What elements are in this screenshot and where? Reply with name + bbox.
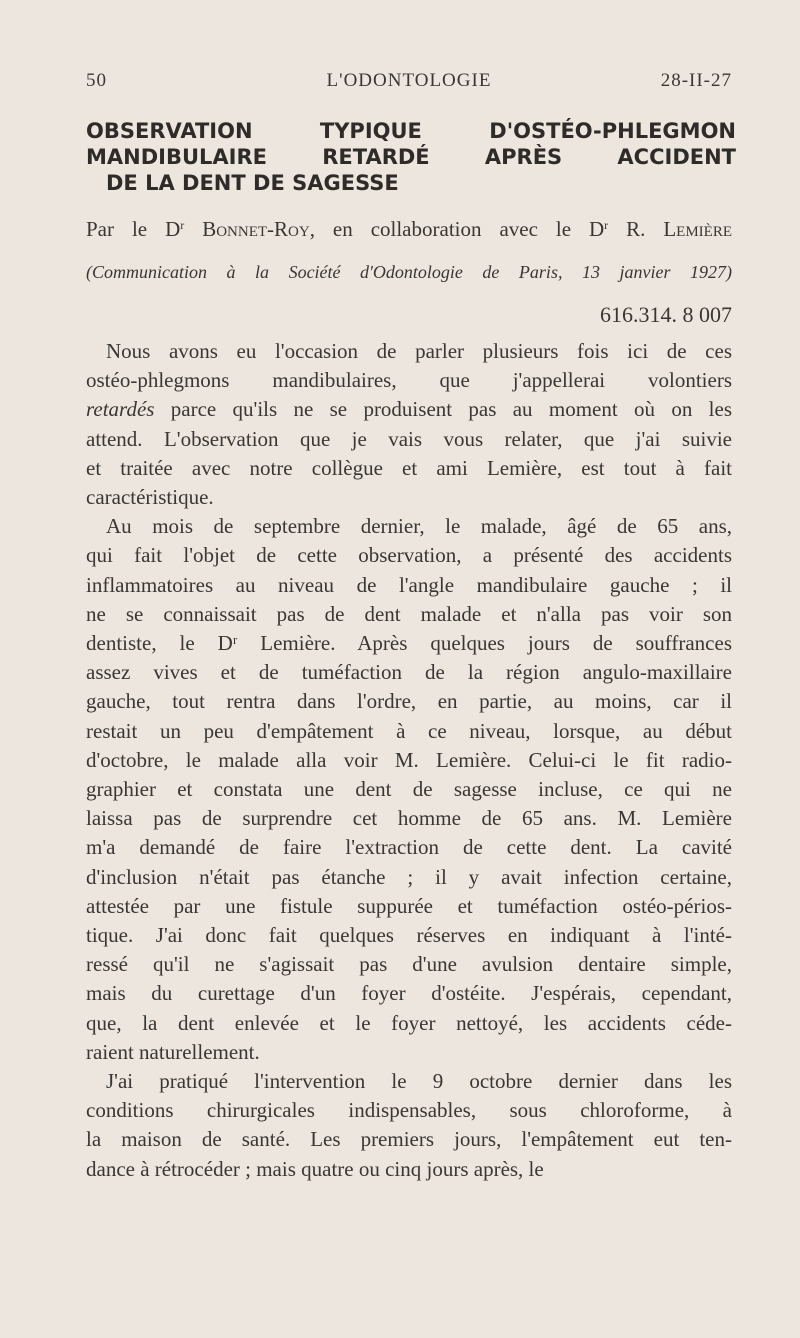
text-line: et traitée avec notre collègue et ami Lemière, est tout à fait: [86, 455, 732, 480]
text-line: ressé qu'il ne s'agissait pas d'une avulsion dentaire simple,: [86, 952, 732, 977]
byline-sup: r: [604, 218, 609, 232]
author-name: Lemière: [663, 217, 732, 241]
paragraph: [86, 337, 732, 512]
text-line: ostéo-phlegmons mandibulaires, que j'appellerai volontiers: [86, 368, 732, 393]
title-line: MANDIBULAIRE RETARDÉ APRÈS ACCIDENT: [86, 145, 736, 169]
text-line: laissa pas de surprendre cet homme de 65 ans. M. Lemière: [86, 806, 732, 831]
byline-middle: , en collaboration avec le D: [309, 217, 605, 241]
text-line: raient naturellement.: [86, 1039, 260, 1064]
communication-note: (Communication à la Société d'Odontologie de Paris, 13 janvier 1927): [86, 262, 732, 282]
article-body: [86, 337, 732, 1184]
text-line: tique. J'ai donc fait quelques réserves en indiquant à l'inté-: [86, 923, 732, 948]
byline-par: Par le D: [86, 217, 181, 241]
text-line: d'inclusion n'était pas étanche ; il y avait infection certaine,: [86, 864, 732, 889]
text-line: assez vives et de tuméfaction de la région angulo-maxillaire: [86, 660, 732, 685]
text-line: d'octobre, le malade alla voir M. Lemière. Celui-ci le fit radio-: [86, 747, 732, 772]
page-number: 50: [86, 70, 107, 91]
byline-sup: r: [180, 218, 185, 232]
text-line: ne se connaissait pas de dent malade et n'alla pas voir son: [86, 601, 732, 626]
text-line: Au mois de septembre dernier, le malade, âgé de 65 ans,: [106, 514, 732, 539]
text-line: m'a demandé de faire l'extraction de cette dent. La cavité: [86, 835, 732, 860]
byline: [86, 217, 732, 242]
author-initial: R.: [608, 217, 664, 241]
text-line: la maison de santé. Les premiers jours, l'empâtement eut ten-: [86, 1127, 732, 1152]
text-line: restait un peu d'empâtement à ce niveau, lorsque, au début: [86, 718, 732, 743]
text-line: gauche, tout rentra dans l'ordre, en partie, au moins, car il: [86, 689, 732, 714]
text-line: graphier et constata une dent de sagesse incluse, ce qui ne: [86, 777, 732, 802]
text-line: inflammatoires au niveau de l'angle mandibulaire gauche ; il: [86, 572, 732, 597]
paragraph: [86, 1067, 732, 1184]
issue-date: 28-II-27: [660, 70, 732, 91]
text-line: qui fait l'objet de cette observation, a présenté des accidents: [86, 543, 732, 568]
title-line: DE LA DENT DE SAGESSE: [106, 171, 399, 195]
article-title: [86, 118, 736, 196]
text-line: dentiste, le Dʳ Lemière. Après quelques jours de souffrances: [86, 631, 732, 656]
journal-name: L'ODONTOLOGIE: [326, 70, 492, 91]
text-line: Nous avons eu l'occasion de parler plusieurs fois ici de ces: [106, 339, 732, 363]
text-line: que, la dent enlevée et le foyer nettoyé, les accidents céde-: [86, 1010, 732, 1035]
title-line: OBSERVATION TYPIQUE D'OSTÉO-PHLEGMON: [86, 119, 736, 143]
paragraph: [86, 512, 732, 1067]
author-name: Bonnet-Roy: [202, 217, 310, 241]
text-line: J'ai pratiqué l'intervention le 9 octobre dernier dans les: [106, 1069, 732, 1094]
emphasis: retardés: [86, 397, 155, 422]
text-line: attestée par une fistule suppurée et tuméfaction ostéo-périos-: [86, 893, 732, 918]
running-head: [86, 70, 732, 100]
text-line: conditions chirurgicales indispensables, sous chloroforme, à: [86, 1098, 732, 1123]
text-line: mais du curettage d'un foyer d'ostéite. J'espérais, cependant,: [86, 981, 732, 1006]
text-line: retardés parce qu'ils ne se produisent pas au moment où on les: [86, 397, 732, 422]
text-line: dance à rétrocéder ; mais quatre ou cinq jours après, le: [86, 1156, 544, 1181]
classification-number: 616.314. 8 007: [600, 302, 732, 327]
text-line: attend. L'observation que je vais vous relater, que j'ai suivie: [86, 426, 732, 451]
text-line: caractéristique.: [86, 485, 214, 510]
